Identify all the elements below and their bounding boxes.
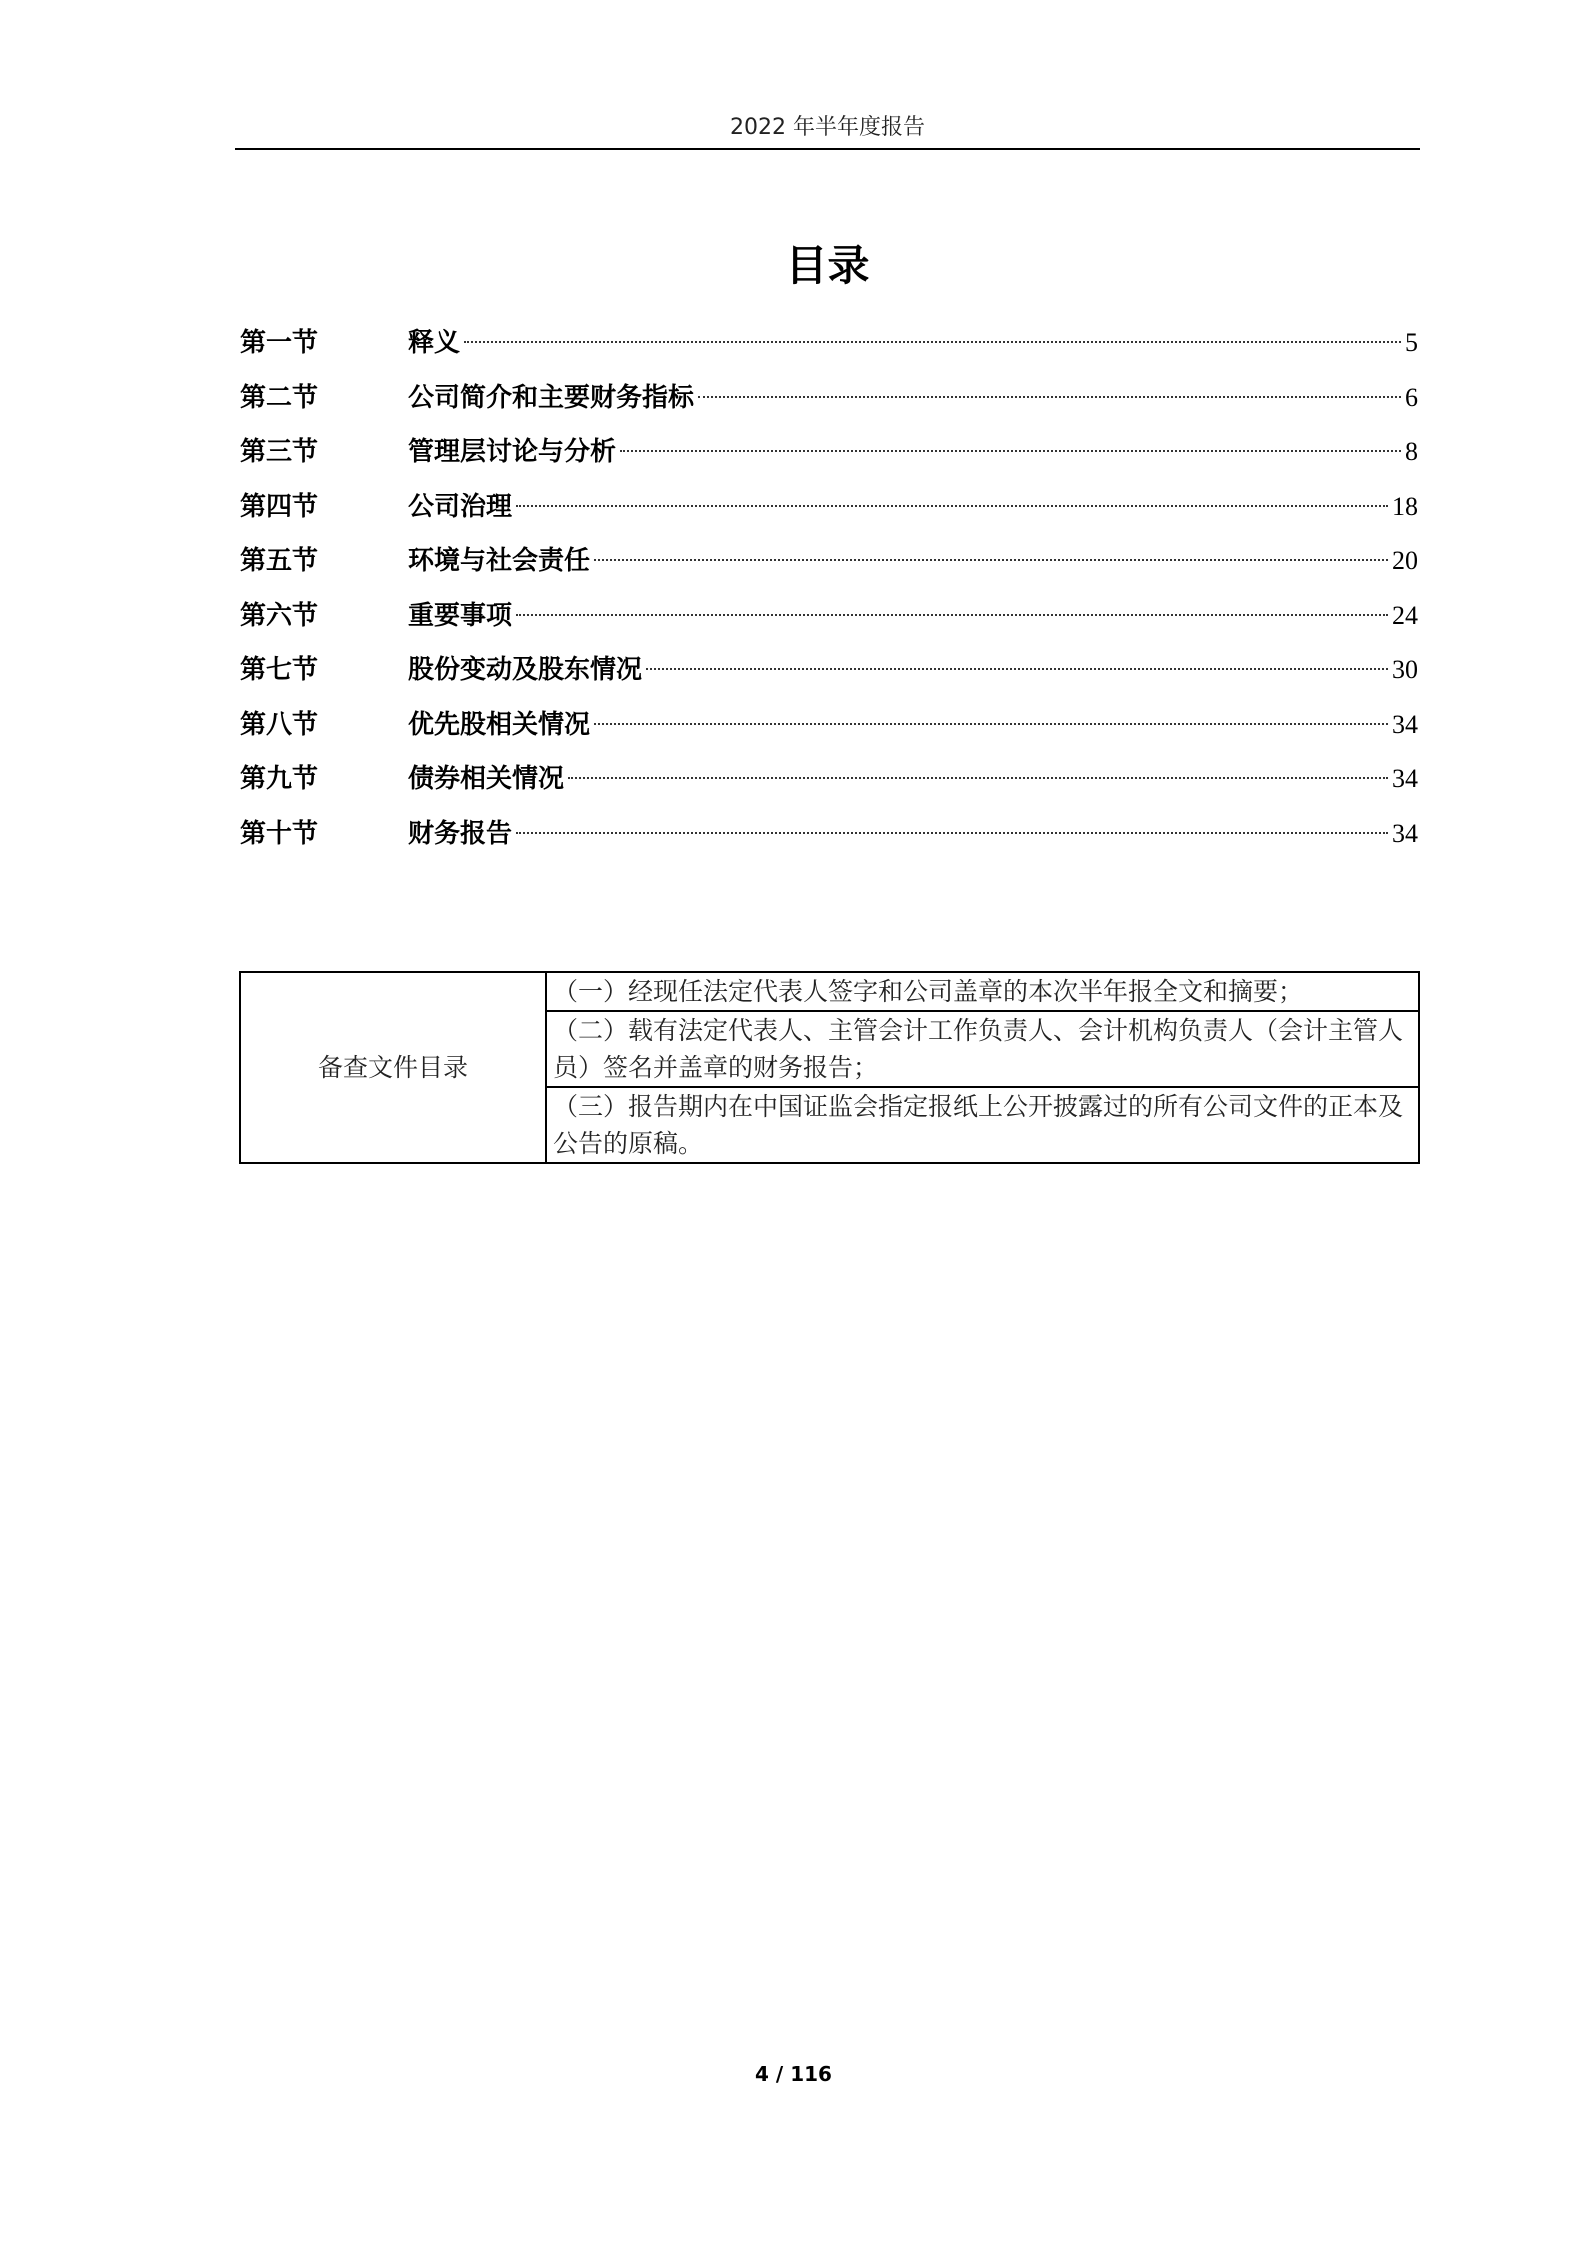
toc-section-name: 债券相关情况 bbox=[408, 764, 565, 794]
toc-section-name: 管理层讨论与分析 bbox=[408, 437, 617, 467]
table-of-contents bbox=[240, 316, 1418, 861]
toc-entry[interactable] bbox=[240, 316, 1418, 371]
toc-entry[interactable] bbox=[240, 807, 1418, 862]
toc-leader-dots bbox=[568, 777, 1388, 779]
toc-leader-dots bbox=[594, 559, 1388, 561]
reference-documents-label: 备查文件目录 bbox=[240, 972, 546, 1163]
toc-section-name: 公司简介和主要财务指标 bbox=[408, 382, 695, 413]
toc-section-number: 第六节 bbox=[240, 600, 319, 631]
toc-entry[interactable] bbox=[240, 698, 1418, 753]
toc-section-number: 第九节 bbox=[240, 764, 319, 794]
toc-leader-dots bbox=[620, 450, 1401, 452]
toc-entry[interactable] bbox=[240, 480, 1418, 535]
reference-document-item: （二）载有法定代表人、主管会计工作负责人、会计机构负责人（会计主管人员）签名并盖章的财务报告； bbox=[546, 1011, 1419, 1087]
toc-page-number: 5 bbox=[1405, 328, 1418, 357]
toc-entry[interactable] bbox=[240, 643, 1418, 698]
toc-entry[interactable] bbox=[240, 589, 1418, 644]
toc-leader-dots bbox=[516, 832, 1388, 834]
toc-section-name: 股份变动及股东情况 bbox=[408, 655, 643, 685]
toc-page-number: 8 bbox=[1405, 437, 1418, 466]
reference-documents-table bbox=[239, 971, 1420, 1164]
toc-leader-dots bbox=[516, 614, 1388, 616]
toc-leader-dots bbox=[516, 505, 1388, 507]
toc-page-number: 30 bbox=[1392, 655, 1418, 684]
toc-leader-dots bbox=[464, 341, 1401, 343]
toc-entry[interactable] bbox=[240, 371, 1418, 426]
toc-entry[interactable] bbox=[240, 425, 1418, 480]
page-number: 4 / 116 bbox=[755, 2062, 832, 2086]
toc-page-number: 18 bbox=[1392, 491, 1418, 521]
toc-section-name: 重要事项 bbox=[408, 600, 513, 631]
toc-section-name: 公司治理 bbox=[408, 491, 513, 522]
toc-entry[interactable] bbox=[240, 752, 1418, 807]
table-row bbox=[240, 972, 1419, 1011]
reference-document-item: （一）经现任法定代表人签字和公司盖章的本次半年报全文和摘要； bbox=[546, 972, 1419, 1011]
toc-section-number: 第五节 bbox=[240, 546, 319, 576]
toc-leader-dots bbox=[594, 723, 1388, 725]
reference-document-item: （三）报告期内在中国证监会指定报纸上公开披露过的所有公司文件的正本及公告的原稿。 bbox=[546, 1087, 1419, 1163]
toc-section-name: 优先股相关情况 bbox=[408, 709, 591, 740]
page-header: 2022 年半年度报告 bbox=[235, 108, 1420, 150]
toc-page-number: 34 bbox=[1392, 764, 1418, 793]
toc-title: 目录 bbox=[785, 241, 870, 290]
toc-entry[interactable] bbox=[240, 534, 1418, 589]
toc-section-number: 第一节 bbox=[240, 328, 319, 358]
toc-section-number: 第七节 bbox=[240, 655, 319, 685]
toc-leader-dots bbox=[698, 396, 1401, 398]
toc-page-number: 34 bbox=[1392, 709, 1418, 739]
toc-section-number: 第八节 bbox=[240, 709, 319, 740]
toc-section-number: 第四节 bbox=[240, 491, 319, 522]
toc-page-number: 20 bbox=[1392, 546, 1418, 575]
toc-section-name: 环境与社会责任 bbox=[408, 546, 591, 576]
toc-page-number: 6 bbox=[1405, 382, 1418, 412]
toc-section-number: 第三节 bbox=[240, 437, 319, 467]
toc-leader-dots bbox=[646, 668, 1388, 670]
toc-page-number: 24 bbox=[1392, 600, 1418, 630]
toc-section-name: 释义 bbox=[408, 328, 461, 358]
toc-section-number: 第二节 bbox=[240, 382, 319, 413]
toc-section-number: 第十节 bbox=[240, 818, 319, 849]
toc-section-name: 财务报告 bbox=[408, 818, 513, 849]
toc-page-number: 34 bbox=[1392, 818, 1418, 848]
